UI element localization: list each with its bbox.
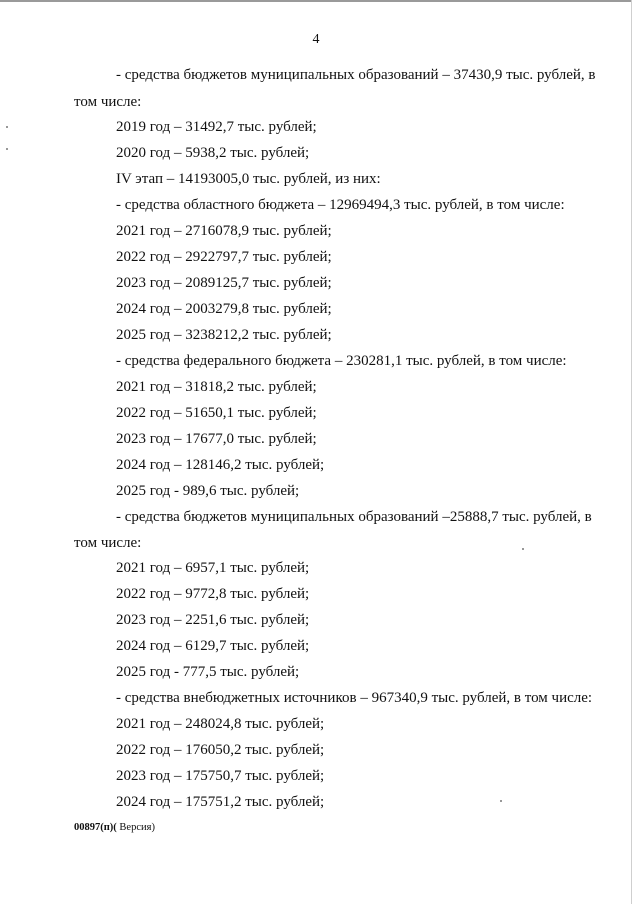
text-line: 2024 год – 6129,7 тыс. рублей; [116, 638, 310, 654]
text-line: 2021 год – 248024,8 тыс. рублей; [116, 716, 325, 732]
text-line: 2022 год – 176050,2 тыс. рублей; [116, 742, 325, 758]
scan-speck [522, 548, 524, 550]
text-line: 2024 год – 2003279,8 тыс. рублей; [116, 301, 332, 317]
text-line: 2023 год – 2089125,7 тыс. рублей; [116, 275, 332, 291]
text-line: 2025 год - 777,5 тыс. рублей; [116, 664, 300, 680]
text-line: 2021 год – 31818,2 тыс. рублей; [116, 379, 317, 395]
scan-speck [6, 126, 8, 128]
text-line: 2022 год – 9772,8 тыс. рублей; [116, 586, 310, 602]
text-line: - средства областного бюджета – 12969494,3 тыс. рублей, в том числе: [116, 197, 565, 213]
scan-speck [6, 148, 8, 150]
text-line: 2025 год - 989,6 тыс. рублей; [116, 483, 300, 499]
text-line: 2022 год – 51650,1 тыс. рублей; [116, 405, 317, 421]
document-code-number: 00897(п)( [74, 822, 117, 833]
text-line: - средства бюджетов муниципальных образований – 37430,9 тыс. рублей, в [116, 67, 596, 83]
text-line: 2025 год – 3238212,2 тыс. рублей; [116, 327, 332, 343]
document-code [74, 822, 155, 833]
text-line: 2024 год – 128146,2 тыс. рублей; [116, 457, 325, 473]
text-line: - средства федерального бюджета – 230281,1 тыс. рублей, в том числе: [116, 353, 567, 369]
text-line: том числе: [74, 535, 142, 551]
text-line: - средства бюджетов муниципальных образований –25888,7 тыс. рублей, в [116, 509, 592, 525]
text-line: 2024 год – 175751,2 тыс. рублей; [116, 794, 325, 810]
page-number: 4 [312, 32, 320, 47]
text-line: 2022 год – 2922797,7 тыс. рублей; [116, 249, 332, 265]
text-line: том числе: [74, 94, 142, 110]
text-line: 2021 год – 6957,1 тыс. рублей; [116, 560, 310, 576]
text-line: - средства внебюджетных источников – 967340,9 тыс. рублей, в том числе: [116, 690, 593, 706]
text-line: 2023 год – 2251,6 тыс. рублей; [116, 612, 310, 628]
text-line: 2023 год – 17677,0 тыс. рублей; [116, 431, 317, 447]
text-line: 2021 год – 2716078,9 тыс. рублей; [116, 223, 332, 239]
document-version-label: Версия) [116, 822, 155, 833]
text-line: 2023 год – 175750,7 тыс. рублей; [116, 768, 325, 784]
text-line: 2019 год – 31492,7 тыс. рублей; [116, 119, 317, 135]
text-line: 2020 год – 5938,2 тыс. рублей; [116, 145, 310, 161]
text-line: IV этап – 14193005,0 тыс. рублей, из них: [116, 171, 381, 187]
scan-speck [500, 800, 502, 802]
page-top-edge [0, 0, 632, 2]
